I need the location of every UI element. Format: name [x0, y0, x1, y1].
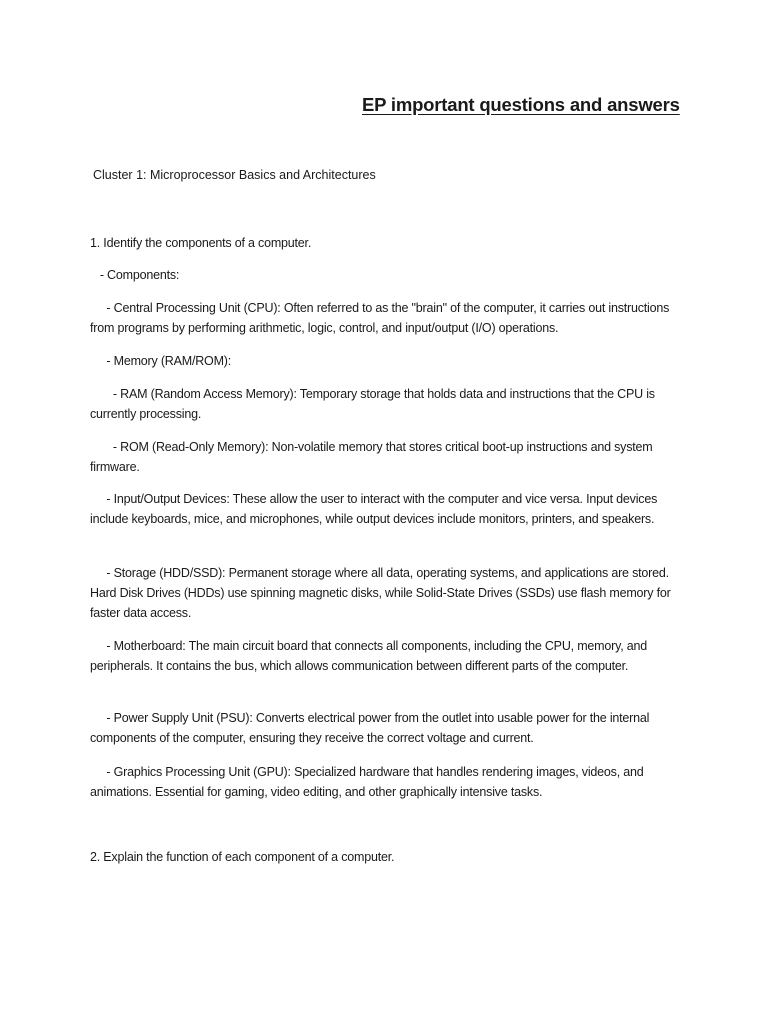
io-devices-paragraph: - Input/Output Devices: These allow the user to interact with the computer and vice versa. Input devices include keyboards, mice, and microphones, while output devices include monitors, printers, and speakers. [90, 492, 661, 526]
question-1: 1. Identify the components of a computer. [90, 236, 312, 250]
question-2: 2. Explain the function of each component of a computer. [90, 850, 395, 864]
gpu-paragraph: - Graphics Processing Unit (GPU): Specialized hardware that handles rendering images, videos, and animations. Essential for gaming, video editing, and other graphically intensive tasks. [90, 765, 647, 799]
components-heading: - Components: [90, 268, 180, 282]
ram-paragraph: - RAM (Random Access Memory): Temporary storage that holds data and instructions that the CPU is currently processing. [90, 387, 659, 421]
memory-heading: - Memory (RAM/ROM): [90, 354, 232, 368]
storage-paragraph: - Storage (HDD/SSD): Permanent storage where all data, operating systems, and applications are stored. Hard Disk Drives (HDDs) use spinning magnetic disks, while Solid-State Drives (SSDs) use flash memory for faster data access. [90, 566, 674, 620]
cpu-paragraph: - Central Processing Unit (CPU): Often referred to as the "brain" of the computer, it carries out instructions from programs by performing arithmetic, logic, control, and input/output (I/O) operations. [90, 301, 673, 335]
motherboard-paragraph: - Motherboard: The main circuit board that connects all components, including the CPU, memory, and peripherals. It contains the bus, which allows communication between different parts of the computer. [90, 639, 651, 673]
psu-paragraph: - Power Supply Unit (PSU): Converts electrical power from the outlet into usable power for the internal components of the computer, ensuring they receive the correct voltage and current. [90, 711, 653, 745]
cluster-heading: Cluster 1: Microprocessor Basics and Architectures [93, 168, 376, 182]
rom-paragraph: - ROM (Read-Only Memory): Non-volatile memory that stores critical boot-up instructions and system firmware. [90, 440, 656, 474]
document-title: EP important questions and answers [362, 94, 680, 115]
